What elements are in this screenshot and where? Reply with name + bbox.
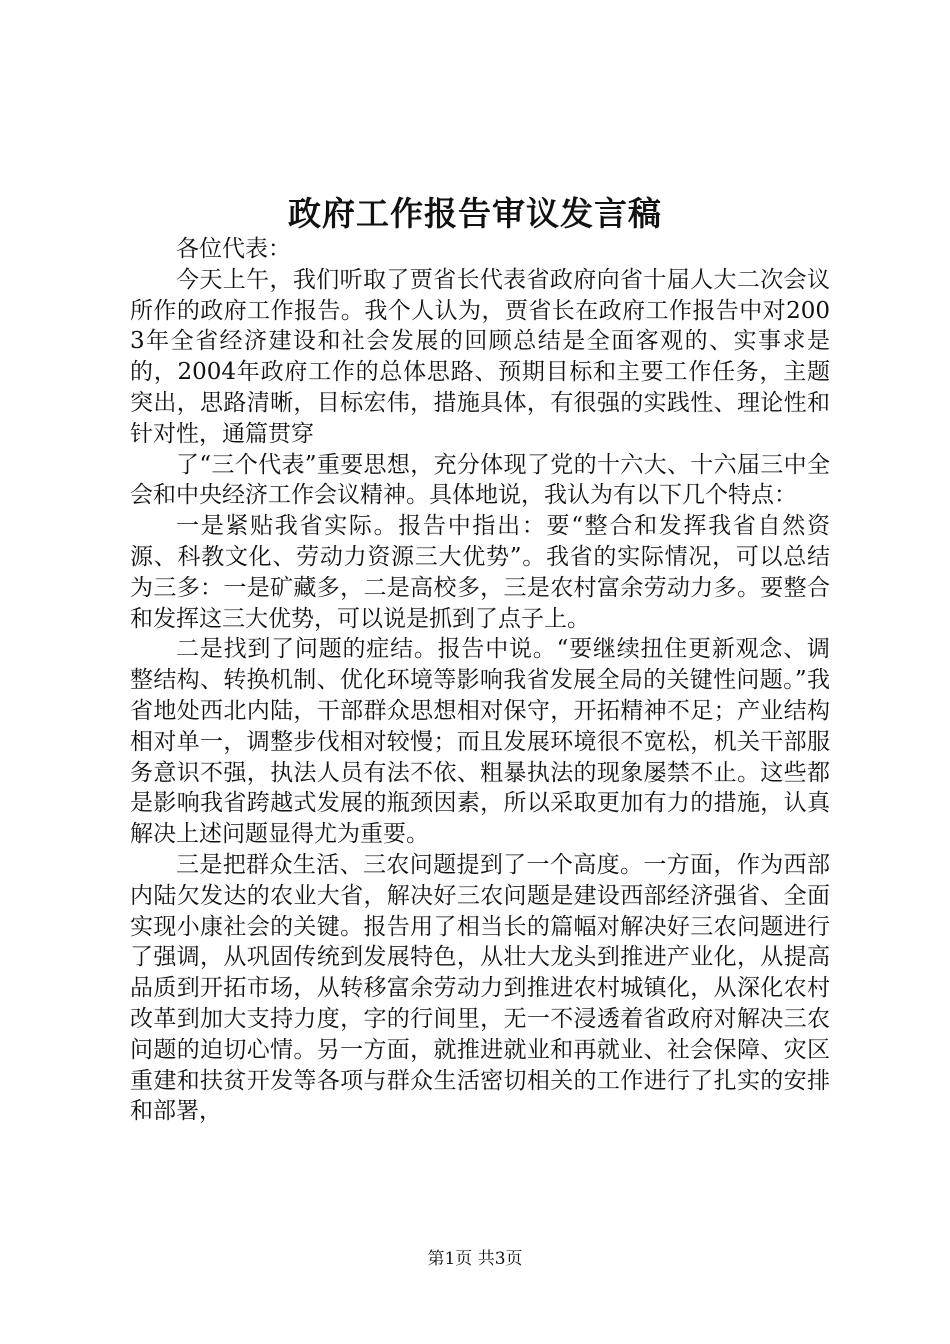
document-title: 政府工作报告审议发言稿 [288, 194, 662, 233]
paragraph-features-summary: 了“三个代表”重要思想，充分体现了党的十六大、十六届三中全会和中央经济工作会议精神。具体地说，我认为有以下几个特点： [130, 451, 830, 509]
paragraph-intro: 今天上午，我们听取了贾省长代表省政府向省十届人大二次会议所作的政府工作报告。我个人认为，贾省长在政府工作报告中对2003年全省经济建设和社会发展的回顾总结是全面客观的、实事求是的，2004年政府工作的总体思路、预期目标和主要工作任务，主题突出，思路清晰，目标宏伟，措施具体，有很强的实践性、理论性和针对性，通篇贯穿 [130, 266, 830, 447]
page-footer: 第1页 共3页 [427, 1249, 523, 1269]
paragraph-point-two: 二是找到了问题的症结。报告中说。“要继续扭住更新观念、调整结构、转换机制、优化环境等影响我省发展全局的关键性问题。”我省地处西北内陆，干部群众思想相对保守，开拓精神不足；产业结构相对单一，调整步伐相对较慢；而且发展环境很不宽松，机关干部服务意识不强，执法人员有法不依、粗暴执法的现象屡禁不止。这些都是影响我省跨越式发展的瓶颈因素，所以采取更加有力的措施，认真解决上述问题显得尤为重要。 [130, 636, 830, 848]
document-body [130, 234, 830, 1127]
paragraph-point-three: 三是把群众生活、三农问题提到了一个高度。一方面，作为西部内陆欠发达的农业大省，解决好三农问题是建设西部经济强省、全面实现小康社会的关键。报告用了相当长的篇幅对解决好三农问题进行了强调，从巩固传统到发展特色，从壮大龙头到推进产业化，从提高品质到开拓市场，从转移富余劳动力到推进农村城镇化，从深化农村改革到加大支持力度，字的行间里，无一不浸透着省政府对解决三农问题的迫切心情。另一方面，就推进就业和再就业、社会保障、灾区重建和扶贫开发等各项与群众生活密切相关的工作进行了扎实的安排和部署， [130, 851, 830, 1125]
paragraph-point-one: 一是紧贴我省实际。报告中指出：要“整合和发挥我省自然资源、科教文化、劳动力资源三大优势”。我省的实际情况，可以总结为三多：一是矿藏多，二是高校多，三是农村富余劳动力多。要整合和发挥这三大优势，可以说是抓到了点子上。 [130, 513, 830, 632]
salutation: 各位代表： [176, 236, 291, 262]
